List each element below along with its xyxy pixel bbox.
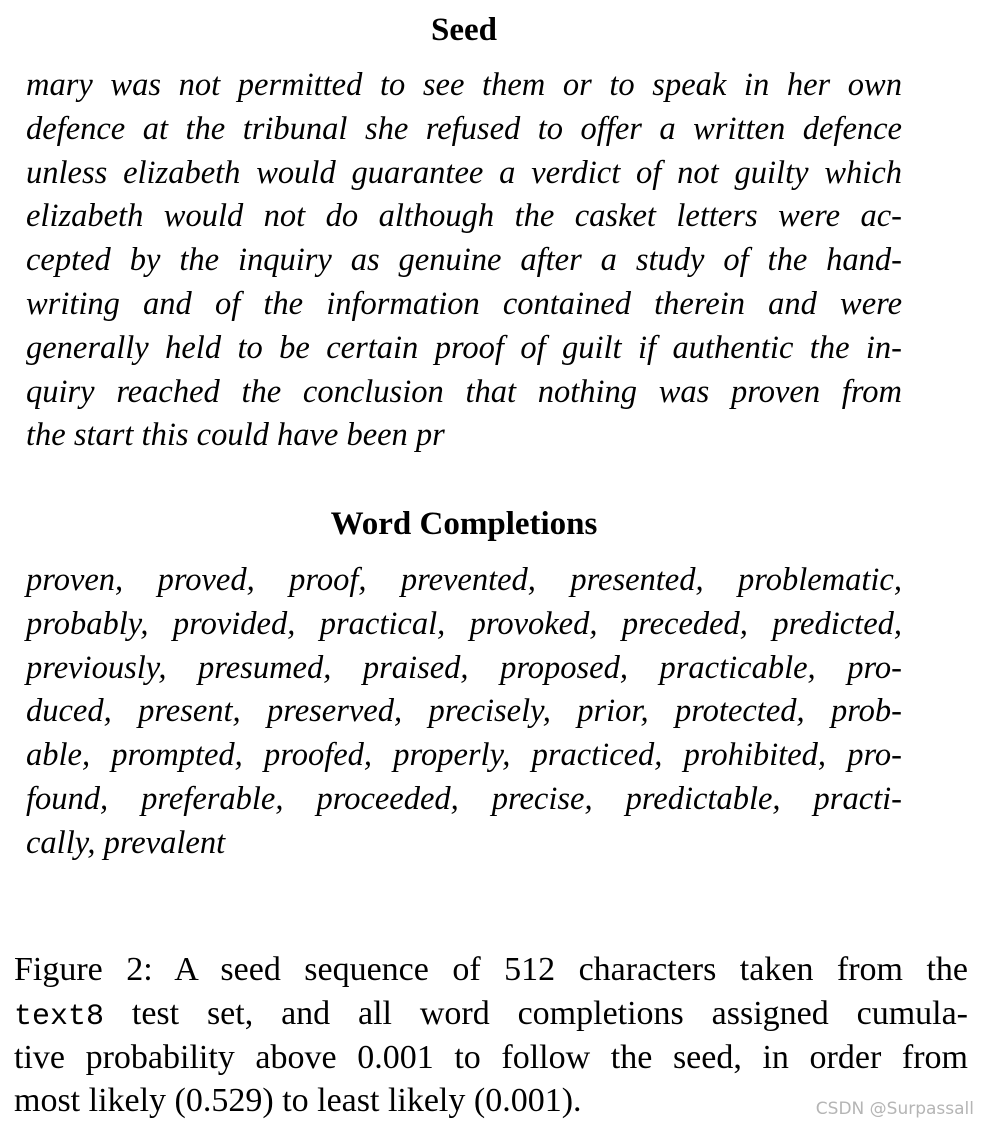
caption-line: most likely (0.529) to least likely (0.001).: [14, 1082, 582, 1120]
completions-heading: Word Completions: [330, 506, 598, 542]
watermark: CSDN @Surpassall: [815, 1099, 974, 1119]
seed-line: unless elizabeth would guarantee a verdict of not guilty which: [26, 154, 902, 191]
completions-line: proven, proved, proof, prevented, presented, problematic,: [26, 562, 902, 598]
seed-line: cepted by the inquiry as genuine after a study of the hand-: [26, 242, 902, 279]
seed-line: the start this could have been pr: [26, 417, 445, 454]
caption-line-rest: test set, and all word completions assigned cumula-: [104, 994, 968, 1032]
seed-line: defence at the tribunal she refused to offer a written defence: [26, 110, 902, 147]
caption-line: Figure 2: A seed sequence of 512 characters taken from the: [14, 951, 968, 988]
caption-line: [14, 992, 968, 1036]
completions-line: able, prompted, proofed, properly, practiced, prohibited, pro-: [26, 737, 902, 774]
caption-code: text8: [14, 999, 105, 1034]
seed-text: [26, 64, 902, 458]
completions-line: found, preferable, proceeded, precise, predictable, practi-: [26, 780, 902, 817]
caption-line: tive probability above 0.001 to follow the seed, in order from: [14, 1038, 968, 1076]
completions-line: probably, provided, practical, provoked, preceded, predicted,: [26, 605, 902, 642]
completions-line: duced, present, preserved, precisely, prior, protected, prob-: [26, 693, 902, 730]
seed-line: elizabeth would not do although the casket letters were ac-: [26, 198, 902, 235]
seed-line: writing and of the information contained therein and were: [26, 285, 902, 322]
completions-text: [26, 559, 902, 866]
completions-line: previously, presumed, praised, proposed, practicable, pro-: [26, 649, 902, 686]
seed-heading: Seed: [431, 12, 497, 48]
seed-line: quiry reached the conclusion that nothing was proven from: [26, 373, 902, 410]
completions-line: cally, prevalent: [26, 824, 226, 861]
seed-line: mary was not permitted to see them or to speak in her own: [26, 67, 902, 103]
seed-line: generally held to be certain proof of guilt if authentic the in-: [26, 329, 902, 366]
figure-caption: [14, 948, 968, 1123]
